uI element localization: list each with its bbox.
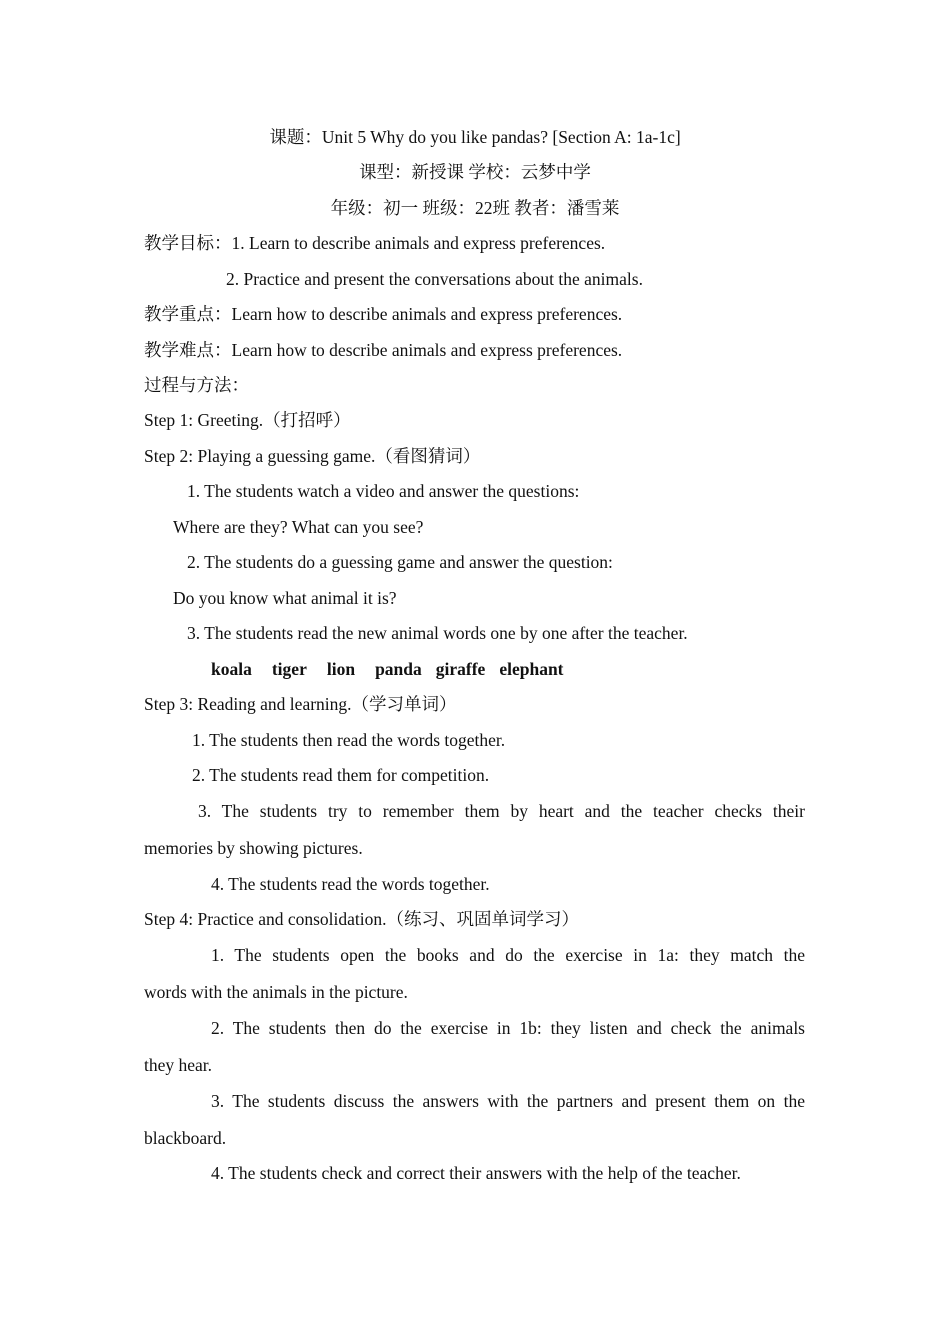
lesson-type-school: 课型：新授课 学校：云梦中学 <box>359 162 591 182</box>
key-point: 教学重点：Learn how to describe animals and express preferences. <box>144 304 623 324</box>
step3-item-1: 1. The students then read the words together. <box>192 730 506 750</box>
step1-title: Step 1: Greeting.（打招呼） <box>144 410 351 430</box>
animal-word: giraffe <box>435 659 486 679</box>
step4-item-3-line-2: blackboard. <box>144 1128 227 1148</box>
step2-item-1-question: Where are they? What can you see? <box>173 517 424 537</box>
grade-class-teacher: 年级：初一 班级：22班 教者：潘雪莱 <box>330 198 620 218</box>
objective-line-2: 2. Practice and present the conversations about the animals. <box>226 269 643 289</box>
animal-word: tiger <box>271 659 307 679</box>
step4-item-3-line-1: 3. The students discuss the answers with the partners and present them on the <box>211 1091 805 1111</box>
step4-title: Step 4: Practice and consolidation.（练习、巩固单词学习） <box>144 909 580 929</box>
objective-line-1: 教学目标：1. Learn to describe animals and express preferences. <box>144 233 606 253</box>
step3-item-3-line-2: memories by showing pictures. <box>144 838 363 858</box>
step2-title: Step 2: Playing a guessing game.（看图猜词） <box>144 446 481 466</box>
step2-item-2-question: Do you know what animal it is? <box>173 588 397 608</box>
lesson-topic: 课题：Unit 5 Why do you like pandas? [Section A: 1a-1c] <box>269 127 681 147</box>
step2-item-2: 2. The students do a guessing game and answer the question: <box>187 552 613 572</box>
animal-word: elephant <box>499 659 564 679</box>
step4-item-2-line-2: they hear. <box>144 1055 213 1075</box>
step2-item-1: 1. The students watch a video and answer the questions: <box>187 481 580 501</box>
step4-item-1-line-1: 1. The students open the books and do the exercise in 1a: they match the <box>211 945 805 965</box>
step2-item-3: 3. The students read the new animal words one by one after the teacher. <box>187 623 688 643</box>
step3-title: Step 3: Reading and learning.（学习单词） <box>144 694 457 714</box>
step4-item-1-line-2: words with the animals in the picture. <box>144 982 408 1002</box>
animal-word-list <box>211 658 564 680</box>
step4-item-4: 4. The students check and correct their answers with the help of the teacher. <box>211 1163 741 1183</box>
step3-item-4: 4. The students read the words together. <box>211 874 490 894</box>
difficult-point: 教学难点：Learn how to describe animals and express preferences. <box>144 340 623 360</box>
step4-item-2-line-1: 2. The students then do the exercise in 1b: they listen and check the animals <box>211 1018 805 1038</box>
animal-word: panda <box>375 659 422 679</box>
step3-item-2: 2. The students read them for competition. <box>192 765 490 785</box>
animal-word: koala <box>211 659 252 679</box>
step3-item-3-line-1: 3. The students try to remember them by heart and the teacher checks their <box>198 801 805 821</box>
animal-word: lion <box>326 659 356 679</box>
process-heading: 过程与方法： <box>144 375 249 395</box>
